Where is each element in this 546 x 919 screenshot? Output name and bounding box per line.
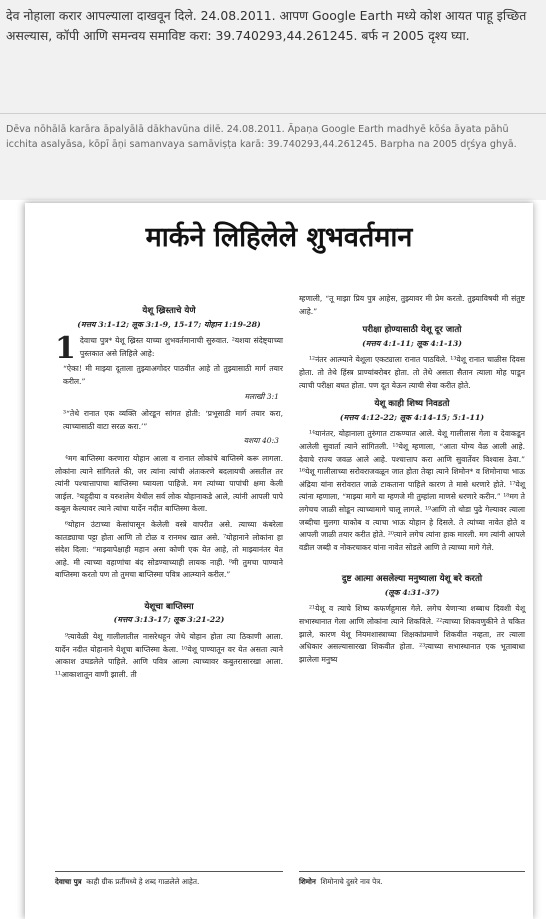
section-heading: दुष्ट आत्मा असलेल्या मनुष्याला येशू बरे करतो <box>341 574 483 585</box>
right-column <box>299 293 525 669</box>
section-gap <box>299 557 525 567</box>
footnote-rule <box>299 871 525 872</box>
transliteration-text[interactable]: Dēva nōhālā karāra āpalyālā dākhavūna dilē. 24.08.2011. Āpaṇa Google Earth madhyē kōśa āyata pāhū icchita asalyāsa, kōpī āṇi samanvaya samāviṣṭa karā: 39.740293,44.261245. Barpha na 2005 dr̥śya ghyā. <box>6 124 517 150</box>
section-references: (लूक 4:31-37) <box>384 587 440 597</box>
section-references: (मत्तय 4:1-11; लूक 4:1-13) <box>362 338 462 348</box>
section-references: (मत्तय 3:1-12; लूक 3:1-9, 15-17; योहान 1:19-28) <box>77 319 261 329</box>
page-title: मार्कने लिहिलेले शुभवर्तमान <box>145 222 413 253</box>
section-heading: येशूचा बाप्तिस्मा <box>144 601 194 612</box>
paragraph-text: ⁶योहान उंटाच्या केसांपासून केलेली वस्त्रे वापरीत असे. त्याच्या कंबरेला कातड्याचा पट्टा होता आणि तो टोळ व रानमध खात असे. ⁷योहानाने लोकांना हा संदेश दिला: “माझ्यापेक्षाही महान असा कोणी एक येत आहे, तो माझ्यानंतर येत आहे. मी त्याच्या वहाणांचा बंद सोडण्याच्याही लायक नाही. ⁸मी तुमचा पाण्याने बाप्तिस्मा करतो पण तो तुमचा बाप्तिस्मा पवित्र आत्म्याने करील.” <box>55 519 283 580</box>
chapter-opening <box>55 331 283 367</box>
footnote-right <box>299 877 525 887</box>
section-references: (मत्तय 3:13-17; लूक 3:21-22) <box>113 615 225 625</box>
scanned-page <box>25 203 533 919</box>
left-column <box>55 299 283 684</box>
section-references: (मत्तय 4:12-22; लूक 4:14-15; 5:1-11) <box>339 412 485 422</box>
quote-citation: मलाखी 3:1 <box>244 391 279 401</box>
scripture-quote: “ऐका! मी माझ्या दूताला तुझ्याअगोदर पाठवीत आहे तो तुझ्यासाठी मार्ग तयार करील.” <box>63 364 283 386</box>
footnote-term: देवाचा पुत्र <box>55 877 82 886</box>
section-heading: येशू काही शिष्य निवडतो <box>374 399 450 410</box>
translation-panel <box>0 0 546 200</box>
paragraph-text: म्हणाली, “तू माझा प्रिय पुत्र आहेस, तुझ्यावर मी प्रेम करतो. तुझ्याविषयी मी संतुष्ट आहे.” <box>299 294 525 316</box>
section-gap <box>55 585 283 595</box>
scripture-quote: ³“तेथे रानात एक व्यक्ति ओरडून सांगत होती: ‘प्रभूसाठी मार्ग तयार करा, त्याच्यासाठी वाटा सरळ करा.’” <box>63 409 283 431</box>
paragraph-text: ⁹त्यावेळी येशू गालीलातील नासरेथहून जेथे योहान होता त्या ठिकाणी आला. यार्देन नदीत योहानाने येशूचा बाप्तिस्मा केला. ¹⁰येशू पाण्यातून वर येत असता त्याने आकाश उघडलेले पाहिले. आणि पवित्र आत्मा त्याच्यावर कबुतरासारखा आला. ¹¹आकाशातून वाणी झाली. ती <box>55 632 283 679</box>
section-heading: येशू ख्रिस्ताचे येणे <box>142 306 196 316</box>
footnote-rule <box>55 871 283 872</box>
footnote-term: शिमोन <box>299 877 316 886</box>
source-text[interactable]: देव नोहाला करार आपल्याला दाखवून दिले. 24.08.2011. आपण Google Earth मध्ये कोश आयत पाहू इच्छित असल्यास, कॉपी आणि समन्वय समाविष्ट करा: 39.740293,44.261245. बर्फ न 2005 दृश्य घ्या. <box>6 8 527 43</box>
paragraph-text: ¹⁴यानंतर, योहानाला तुरुंगात टाकण्यात आले. येशू गालीलास गेला व देवाकडून आलेली सुवार्ता त्याने सांगितली. ¹⁵येशू म्हणाला, “आता योग्य वेळ आली आहे. देवाचे राज्य जवळ आले आहे. पश्चात्ताप करा आणि सुवार्तेवर विश्वास ठेवा.” ¹⁶येशू गालीलाच्या सरोवराजवळून जात होता तेव्हा त्याने शिमोन* व शिमोनाचा भाऊ अंद्रिया यांना सरोवरात जाळे टाकताना पाहिले कारण ते मासे धरणारे होते. ¹⁷येशू त्यांना म्हणाला, “माझ्या मागे या म्हणजे मी तुम्हांला माणसे धरणारे करीन.” ¹⁸मग ते लगेचच जाळी सोडून त्याच्यामागे चालू लागले. ¹⁹आणि तो थोडा पुढे गेल्यावर त्याला जब्दीचा मुलगा याकोब व त्याचा भाऊ योहान हे दिसले. ते त्यांच्या नावेत होते व आपली जाळी तयार करीत होते. ²⁰त्याने लगेच त्यांना हाक मारली. मग त्यांनी आपले वडील जब्दी व नोकरचाकर यांना नावेत सोडले आणि ते त्याच्या मागे गेले. <box>299 429 525 552</box>
paragraph-text: ²¹येशू व त्याचे शिष्य कफर्णहूमास गेले. लगेच येणाऱ्या शब्बाथ दिवशी येशू सभास्थानात गेला आणि लोकांना त्याने शिकविले. ²²त्याच्या शिकवणुकीने ते चकित झाले, कारण येशू नियमशास्त्राच्या शिक्षकांप्रमाणे शिकवीत नव्हता, तर त्याला अधिकार असल्यासारखा शिकवीत होता. ²³त्याच्या सभास्थानात एक भूताबाधा झालेला मनुष्य <box>299 604 525 664</box>
chapter-number: 1 <box>55 331 76 367</box>
panel-divider <box>0 113 546 114</box>
section-heading: परीक्षा होण्यासाठी येशू दूर जातो <box>362 325 462 336</box>
footnote-text: शिमोनाचे दुसरे नाव पेत्र. <box>320 877 383 886</box>
footnote-left <box>55 877 283 887</box>
paragraph-text: ¹²नंतर आत्म्याने येशूला एकट्याला रानात पाठविले. ¹³येशू रानात चाळीस दिवस होता. तो तेथे हिंस्त्र प्राण्यांबरोबर होता. तो तेथे असता सैतान त्याला मोह पाडून त्याची परीक्षा बघत होता. पण दूत येऊन त्याची सेवा करीत होते. <box>299 355 525 390</box>
paragraph-text: ⁴मग बाप्तिस्मा करणारा योहान आला व रानात लोकांचे बाप्तिस्मे करू लागला. लोकांना त्याने सांगितले की, जर त्यांना त्यांची अंतःकरणे बदलायची असतील तर त्यांनी पश्चात्तापाचा बाप्तिस्मा घ्यायला पाहिजे. मग त्यांच्या पापांची क्षमा केली जाईल. ⁵यहूदीया व यरुशलेम येथील सर्व लोक योहानाकडे आले, त्यांनी आपली पापे कबूल केल्यावर त्याने त्यांचा यार्देन नदीत बाप्तिस्मा केला. <box>55 453 283 514</box>
quote-citation: यशया 40:3 <box>243 436 279 446</box>
paragraph-text: देवाचा पुत्र* येशू ख्रिस्त याच्या शुभवर्तमानाची सुरुवात. ²यशया संदेष्ट्याच्या पुस्तकात असे लिहिले आहे: <box>79 336 283 358</box>
footnote-text: काही ग्रीक प्रतींमध्ये हे शब्द गाळलेले आहेत. <box>86 877 200 886</box>
